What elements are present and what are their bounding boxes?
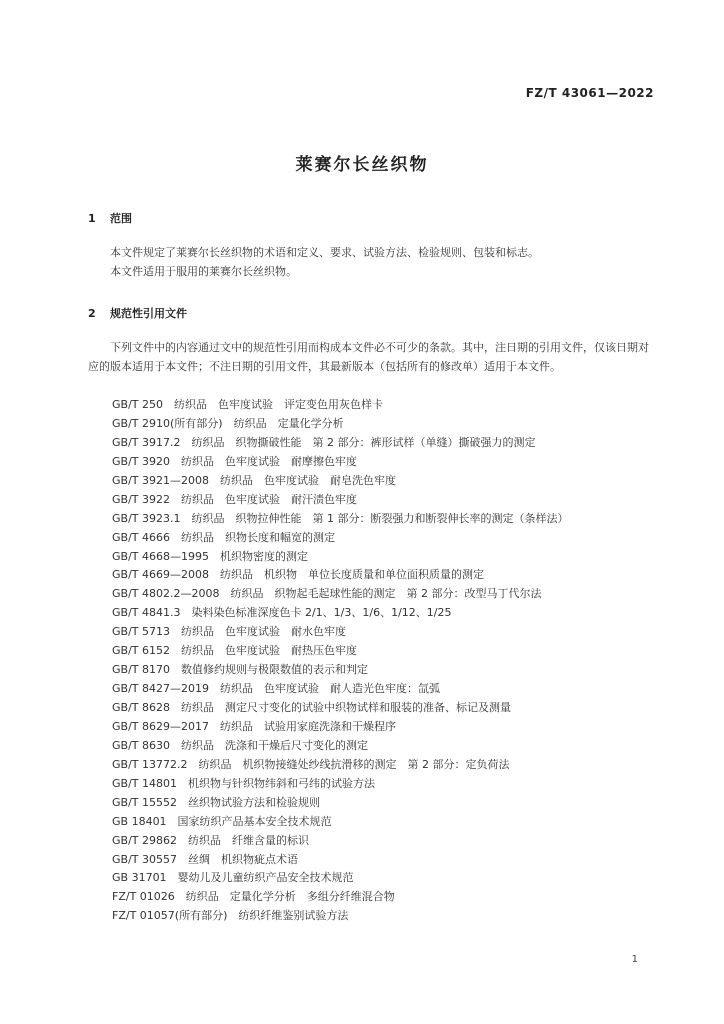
reference-item: GB/T 15552 丝织物试验方法和检验规则 [112,795,320,809]
paragraph-text: 本文件规定了莱赛尔长丝织物的术语和定义、要求、试验方法、检验规则、包装和标志。 [110,246,539,259]
section-number: 1 [88,212,96,225]
standard-number: FZ/T 43061—2022 [525,86,654,100]
reference-item: GB/T 3917.2 纺织品 织物撕破性能 第 2 部分：裤形试样（单缝）撕破强力的测定 [112,435,536,449]
reference-item: GB/T 8630 纺织品 洗涤和干燥后尺寸变化的测定 [112,738,368,752]
references-intro-paragraph [88,338,658,376]
reference-item: FZ/T 01026 纺织品 定量化学分析 多组分纤维混合物 [112,890,395,904]
section-title: 范围 [110,212,132,225]
reference-item: GB/T 4666 纺织品 织物长度和幅宽的测定 [112,530,335,544]
reference-item: GB/T 4669—2008 纺织品 机织物 单位长度质量和单位面积质量的测定 [112,568,484,582]
section-number: 2 [88,307,96,320]
section-heading-normative-references [88,305,187,321]
paragraph-text: 下列文件中的内容通过文中的规范性引用而构成本文件必不可少的条款。其中，注日期的引用文件，仅该日期对应的版本适用于本文件；不注日期的引用文件，其最新版本（包括所有的修改单）适用于本文件。 [88,341,649,373]
reference-item: GB/T 14801 机织物与针织物纬斜和弓纬的试验方法 [112,776,375,790]
reference-item: GB/T 3922 纺织品 色牢度试验 耐汗渍色牢度 [112,492,357,506]
reference-item: GB/T 8628 纺织品 测定尺寸变化的试验中织物试样和服装的准备、标记及测量 [112,701,511,714]
reference-item: GB/T 2910(所有部分) 纺织品 定量化学分析 [112,416,344,430]
reference-item: GB/T 5713 纺织品 色牢度试验 耐水色牢度 [112,625,346,639]
document-title: 莱赛尔长丝织物 [295,155,429,175]
page-number: 1 [631,954,638,965]
reference-item: GB/T 8629—2017 纺织品 试验用家庭洗涤和干燥程序 [112,719,396,733]
reference-item: GB/T 4841.3 染料染色标准深度色卡 2/1、1/3、1/6、1/12、1/25 [112,606,452,620]
scope-paragraph [88,262,658,281]
reference-item: GB/T 3921—2008 纺织品 色牢度试验 耐皂洗色牢度 [112,473,396,487]
reference-item: GB/T 4668—1995 机织物密度的测定 [112,549,308,563]
reference-item: GB/T 8170 数值修约规则与极限数值的表示和判定 [112,663,368,677]
reference-item: GB/T 6152 纺织品 色牢度试验 耐热压色牢度 [112,644,357,658]
reference-item: GB 31701 婴幼儿及儿童纺织产品安全技术规范 [112,871,354,885]
section-heading-scope [88,210,132,226]
reference-item: GB/T 8427—2019 纺织品 色牢度试验 耐人造光色牢度：氙弧 [112,682,440,696]
section-title: 规范性引用文件 [110,307,187,320]
reference-item: GB/T 29862 纺织品 纤维含量的标识 [112,833,309,847]
reference-item: GB 18401 国家纺织产品基本安全技术规范 [112,814,332,828]
reference-item: GB/T 3923.1 纺织品 织物拉伸性能 第 1 部分：断裂强力和断裂伸长率的测定（条样法） [112,511,569,525]
paragraph-text: 本文件适用于服用的莱赛尔长丝织物。 [110,265,297,278]
reference-item: FZ/T 01057(所有部分) 纺织纤维鉴别试验方法 [112,909,349,923]
reference-list [112,396,568,926]
reference-item: GB/T 4802.2—2008 纺织品 织物起毛起球性能的测定 第 2 部分：改型马丁代尔法 [112,587,542,601]
reference-item: GB/T 13772.2 纺织品 机织物接缝处纱线抗滑移的测定 第 2 部分：定负荷法 [112,757,510,771]
reference-item: GB/T 30557 丝绸 机织物疵点术语 [112,852,298,866]
scope-paragraph [88,243,658,262]
reference-item: GB/T 250 纺织品 色牢度试验 评定变色用灰色样卡 [112,398,383,411]
reference-item: GB/T 3920 纺织品 色牢度试验 耐摩擦色牢度 [112,454,357,468]
